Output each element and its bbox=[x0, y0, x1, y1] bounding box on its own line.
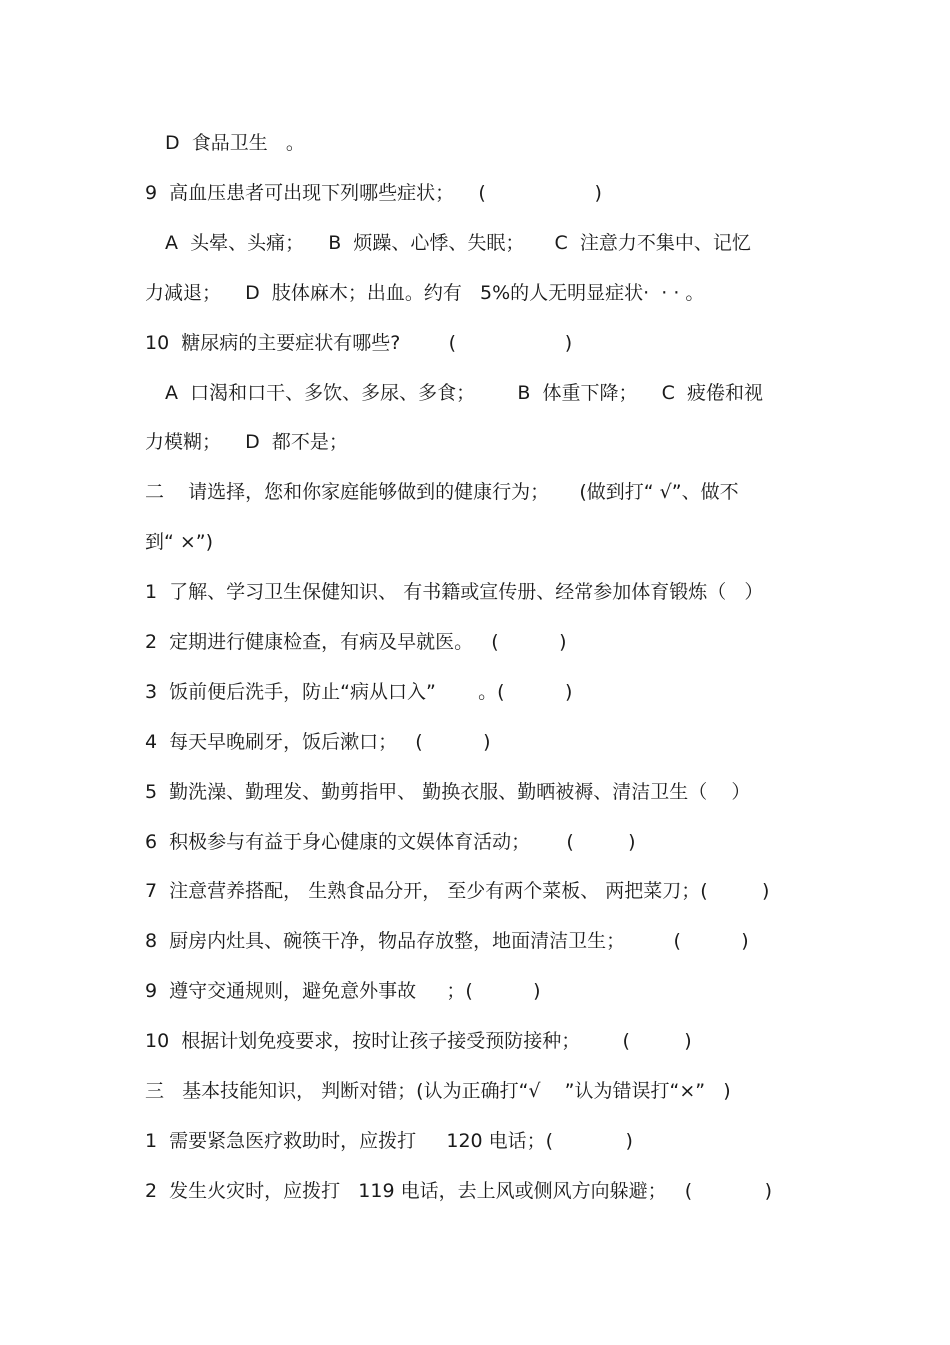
behavior-item-3: 3 饭前便后洗手，防止“病从口入” 。( ) bbox=[145, 681, 573, 703]
skill-item-2: 2 发生火灾时，应拨打 119 电话，去上风或侧风方向躲避； ( ) bbox=[145, 1180, 773, 1202]
question-10-options-line-2: 力模糊； D 都不是； bbox=[145, 431, 348, 453]
question-9-hypertension: 9 高血压患者可出现下列哪些症状； ( ) bbox=[145, 182, 602, 204]
behavior-item-7: 7 注意营养搭配， 生熟食品分开， 至少有两个菜板、 两把菜刀；( ) bbox=[145, 880, 770, 902]
behavior-item-4: 4 每天早晚刷牙，饭后漱口； ( ) bbox=[145, 731, 491, 753]
section-2-heading: 二 请选择，您和你家庭能够做到的健康行为； (做到打“ √”、做不 bbox=[145, 481, 739, 503]
question-10-options-line-1: A 口渴和口干、多饮、多尿、多食； B 体重下降； C 疲倦和视 bbox=[165, 382, 763, 404]
skill-item-1: 1 需要紧急医疗救助时，应拨打 120 电话；( ) bbox=[145, 1130, 633, 1152]
behavior-item-5: 5 勤洗澡、勤理发、勤剪指甲、 勤换衣服、勤晒被褥、清洁卫生（ ） bbox=[145, 781, 751, 803]
behavior-item-8: 8 厨房内灶具、碗筷干净，物品存放整，地面清洁卫生； ( ) bbox=[145, 930, 749, 952]
question-9-options-line-2: 力减退； D 肢体麻木；出血。约有 5%的人无明显症状· · · 。 bbox=[145, 282, 705, 304]
behavior-item-1: 1 了解、学习卫生保健知识、 有书籍或宣传册、经常参加体育锻炼（ ） bbox=[145, 581, 764, 603]
behavior-item-10: 10 根据计划免疫要求，按时让孩子接受预防接种； ( ) bbox=[145, 1030, 692, 1052]
question-9-options-line-1: A 头晕、头痛； B 烦躁、心悸、失眠； C 注意力不集中、记忆 bbox=[165, 232, 751, 254]
behavior-item-6: 6 积极参与有益于身心健康的文娱体育活动； ( ) bbox=[145, 831, 636, 853]
behavior-item-9: 9 遵守交通规则，避免意外事故 ；( ) bbox=[145, 980, 541, 1002]
section-3-heading: 三 基本技能知识， 判断对错；(认为正确打“√ ”认为错误打“×” ) bbox=[145, 1080, 731, 1102]
text-line-option-d-food-hygiene: D 食品卫生 。 bbox=[165, 132, 305, 154]
question-10-diabetes: 10 糖尿病的主要症状有哪些? ( ) bbox=[145, 332, 573, 354]
behavior-item-2: 2 定期进行健康检查，有病及早就医。 ( ) bbox=[145, 631, 567, 653]
section-2-heading-continued: 到“ ×”) bbox=[145, 531, 214, 553]
